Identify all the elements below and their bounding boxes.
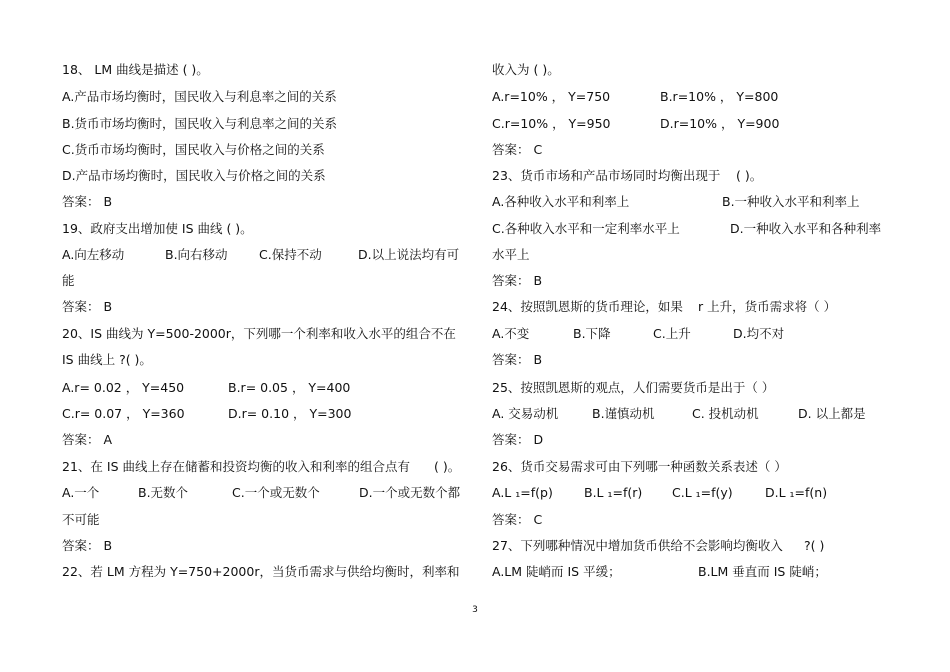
line-text: 24、按照凯恩斯的货币理论，如果	[492, 299, 683, 314]
option-text: C.各种收入水平和一定利率水平上	[492, 221, 680, 236]
option-text: B.一种收入水平和利率上	[722, 194, 860, 209]
line-text: 答案： A	[62, 432, 113, 447]
option-text: B.r=10% ， Y=800	[660, 89, 779, 104]
option-text: D.r=10% ， Y=900	[660, 116, 780, 131]
option-text: C.r=10% ， Y=950	[492, 116, 611, 131]
option-text: A. 交易动机	[492, 406, 559, 421]
line-text: 26、货币交易需求可由下列哪一种函数关系表述（ ）	[492, 459, 787, 474]
line-text: 答案： B	[62, 299, 113, 314]
page-number: 3	[472, 605, 478, 615]
option-text: C.保持不动	[259, 247, 322, 262]
line-text: 22、若 LM 方程为 Y=750+2000r，当货币需求与供给均衡时，利率和	[62, 564, 460, 579]
option-text: D.一个或无数个都	[359, 485, 461, 500]
line-text: 答案： D	[492, 432, 544, 447]
line-text: 答案： B	[62, 194, 113, 209]
line-text: 不可能	[62, 512, 100, 527]
option-text: D.均不对	[733, 326, 785, 341]
option-text: A.产品市场均衡时，国民收入与利息率之间的关系	[62, 89, 337, 104]
option-text: B.LM 垂直而 IS 陡峭；	[698, 564, 827, 579]
line-text: IS 曲线上 ?( )。	[62, 352, 152, 367]
line-text: 答案： C	[492, 142, 543, 157]
line-text: 能	[62, 273, 75, 288]
option-text: B.谨慎动机	[592, 406, 655, 421]
option-text: B.向右移动	[165, 247, 228, 262]
line-text: 收入为 ( )。	[492, 62, 560, 77]
option-text: A.各种收入水平和利率上	[492, 194, 630, 209]
line-text: 19、政府支出增加使 IS 曲线 ( )。	[62, 221, 253, 236]
option-text: B.货币市场均衡时，国民收入与利息率之间的关系	[62, 116, 338, 131]
line-text: r 上升，货币需求将（ ）	[698, 299, 837, 314]
option-text: D.一种收入水平和各种利率	[730, 221, 882, 236]
option-text: C.r= 0.07 ， Y=360	[62, 406, 185, 421]
option-text: C.L ₁=f(y)	[672, 485, 733, 500]
option-text: B.r= 0.05 ， Y=400	[228, 380, 351, 395]
line-text: ( )。	[434, 459, 461, 474]
option-text: C. 投机动机	[692, 406, 759, 421]
option-text: D.产品市场均衡时，国民收入与价格之间的关系	[62, 168, 326, 183]
option-text: B.无数个	[138, 485, 189, 500]
line-text: 水平上	[492, 247, 530, 262]
line-text: 答案： C	[492, 512, 543, 527]
option-text: D.r= 0.10 ， Y=300	[228, 406, 352, 421]
option-text: B.L ₁=f(r)	[584, 485, 643, 500]
option-text: D.以上说法均有可	[358, 247, 460, 262]
line-text: ?( )	[804, 538, 825, 553]
option-text: A.L ₁=f(p)	[492, 485, 553, 500]
line-text: 答案： B	[62, 538, 113, 553]
option-text: C.货币市场均衡时，国民收入与价格之间的关系	[62, 142, 325, 157]
option-text: A.不变	[492, 326, 530, 341]
line-text: 18、 LM 曲线是描述 ( )。	[62, 62, 209, 77]
option-text: B.下降	[573, 326, 611, 341]
option-text: A.r=10% ， Y=750	[492, 89, 611, 104]
option-text: C.上升	[653, 326, 691, 341]
line-text: 27、下列哪种情况中增加货币供给不会影响均衡收入	[492, 538, 783, 553]
option-text: D. 以上都是	[798, 406, 866, 421]
option-text: A.LM 陡峭而 IS 平缓；	[492, 564, 621, 579]
line-text: 答案： B	[492, 352, 543, 367]
line-text: ( )。	[736, 168, 763, 183]
line-text: 答案： B	[492, 273, 543, 288]
line-text: 20、IS 曲线为 Y=500-2000r，下列哪一个利率和收入水平的组合不在	[62, 326, 456, 341]
line-text: 25、按照凯恩斯的观点，人们需要货币是出于（ ）	[492, 380, 775, 395]
option-text: A.向左移动	[62, 247, 125, 262]
option-text: D.L ₁=f(n)	[765, 485, 828, 500]
line-text: 23、货币市场和产品市场同时均衡出现于	[492, 168, 721, 183]
option-text: A.一个	[62, 485, 100, 500]
option-text: A.r= 0.02 ， Y=450	[62, 380, 185, 395]
line-text: 21、在 IS 曲线上存在储蓄和投资均衡的收入和利率的组合点有	[62, 459, 410, 474]
option-text: C.一个或无数个	[232, 485, 320, 500]
